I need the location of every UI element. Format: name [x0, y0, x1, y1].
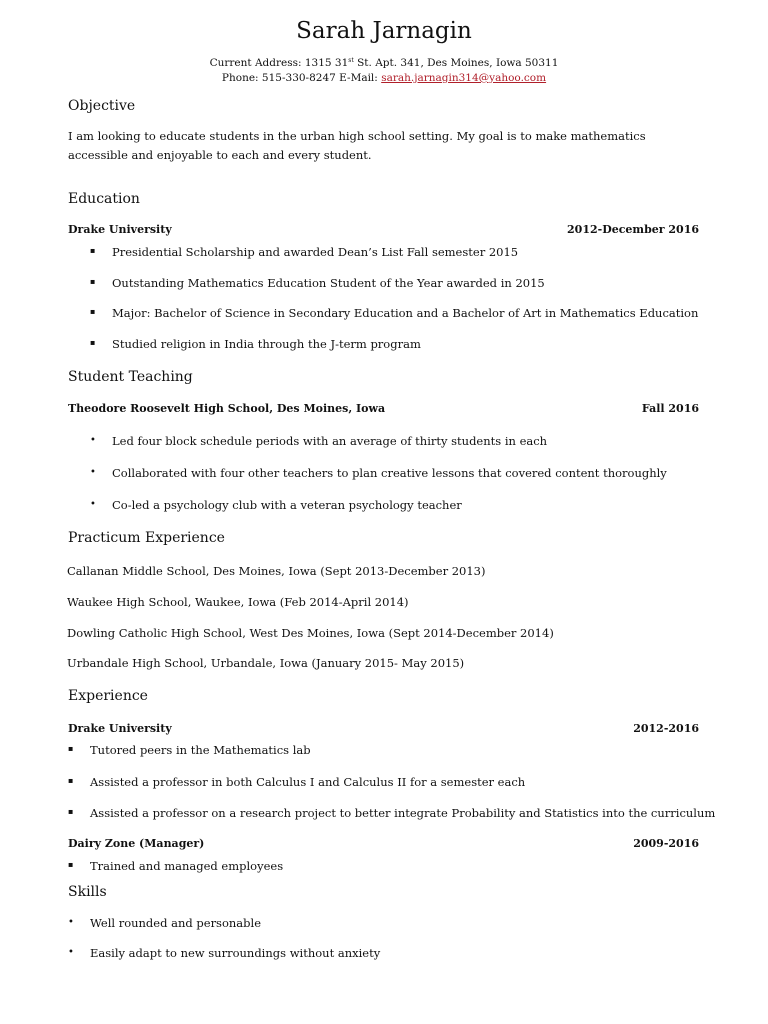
list-item: Tutored peers in the Mathematics lab [90, 743, 311, 757]
student-teaching-dates: Fall 2016 [641, 402, 699, 415]
practicum-item: Dowling Catholic High School, West Des Moines, Iowa (Sept 2014-December 2014) [67, 626, 554, 640]
experience-org: Drake University [68, 722, 172, 735]
bullet-square-icon: ▪ [68, 744, 74, 753]
education-dates: 2012-December 2016 [567, 223, 699, 236]
practicum-heading: Practicum Experience [68, 530, 225, 546]
address-line [0, 53, 768, 71]
list-item: Major: Bachelor of Science in Secondary Education and a Bachelor of Art in Mathematics Education [112, 306, 699, 320]
skills-heading: Skills [68, 884, 107, 900]
list-item: Assisted a professor in both Calculus I and Calculus II for a semester each [90, 775, 526, 789]
bullet-dot-icon: • [90, 435, 96, 446]
list-item: Presidential Scholarship and awarded Dean’s List Fall semester 2015 [112, 245, 519, 259]
candidate-name: Sarah Jarnagin [296, 18, 472, 44]
bullet-dot-icon: • [90, 467, 96, 478]
list-item: Easily adapt to new surroundings without anxiety [90, 946, 381, 960]
education-school: Drake University [68, 223, 172, 236]
phone-email-line [0, 70, 768, 86]
bullet-square-icon: ▪ [90, 338, 96, 347]
experience-dates: 2009-2016 [633, 837, 699, 850]
bullet-dot-icon: • [68, 917, 74, 928]
student-teaching-heading: Student Teaching [68, 369, 193, 385]
objective-heading: Objective [68, 98, 136, 114]
education-heading: Education [68, 191, 140, 207]
bullet-dot-icon: • [90, 499, 96, 510]
bullet-square-icon: ▪ [68, 776, 74, 785]
practicum-item: Waukee High School, Waukee, Iowa (Feb 2014-April 2014) [67, 595, 409, 609]
list-item: Co-led a psychology club with a veteran psychology teacher [112, 498, 462, 512]
practicum-item: Urbandale High School, Urbandale, Iowa (January 2015- May 2015) [67, 656, 465, 670]
list-item: Led four block schedule periods with an average of thirty students in each [112, 434, 548, 448]
experience-org: Dairy Zone (Manager) [68, 837, 205, 850]
experience-heading: Experience [68, 688, 148, 704]
bullet-square-icon: ▪ [90, 277, 96, 286]
bullet-square-icon: ▪ [90, 246, 96, 255]
list-item: Studied religion in India through the J-term program [112, 337, 421, 351]
bullet-square-icon: ▪ [90, 307, 96, 316]
address-text: Current Address: 1315 31 [209, 57, 349, 69]
list-item: Assisted a professor on a research project to better integrate Probability and Statistics into the curriculum [90, 806, 716, 820]
bullet-dot-icon: • [68, 947, 74, 958]
list-item: Well rounded and personable [90, 916, 261, 930]
practicum-item: Callanan Middle School, Des Moines, Iowa (Sept 2013-December 2013) [67, 564, 486, 578]
phone-text: Phone: 515-330-8247 E-Mail: [221, 72, 378, 84]
experience-dates: 2012-2016 [633, 722, 699, 735]
email-link[interactable]: sarah.jarnagin314@yahoo.com [381, 72, 547, 84]
address-superscript: st [348, 57, 354, 64]
student-teaching-school: Theodore Roosevelt High School, Des Moines, Iowa [68, 402, 386, 415]
list-item: Collaborated with four other teachers to plan creative lessons that covered content thoroughly [112, 466, 667, 480]
address-text-rest: St. Apt. 341, Des Moines, Iowa 50311 [353, 57, 559, 69]
bullet-square-icon: ▪ [68, 807, 74, 816]
bullet-square-icon: ▪ [68, 860, 74, 869]
list-item: Trained and managed employees [90, 859, 284, 873]
objective-text: I am looking to educate students in the urban high school setting. My goal is to make mathematics accessible and enjoyable to each and every student. [68, 129, 646, 162]
list-item: Outstanding Mathematics Education Student of the Year awarded in 2015 [112, 276, 545, 290]
